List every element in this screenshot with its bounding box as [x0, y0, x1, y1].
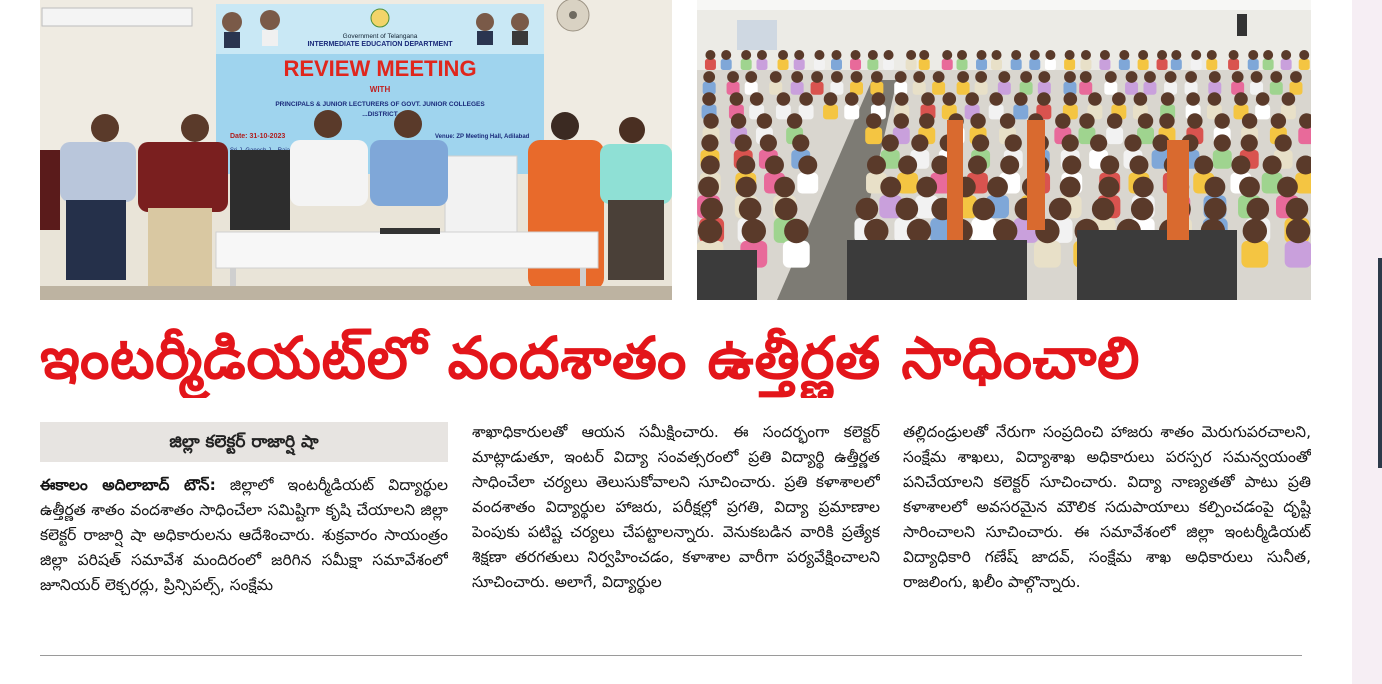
- banner-with: WITH: [369, 85, 391, 94]
- banner-venue: Venue: ZP Meeting Hall, Adilabad: [435, 134, 530, 140]
- banner-title: REVIEW MEETING: [283, 56, 477, 81]
- article-column-3: తల్లిదండ్రులతో నేరుగా సంప్రదించి హాజరు శాతం మెరుగుపరచాలని, సంక్షేమ శాఖలు, విద్యాశాఖ అధికారులు పరస్పర సమన్వయంతో పనిచేయాలని కలెక్టర్ సూచించారు. విద్యా నాణ్యతతో పాటు ప్రతి కళాశాలలో అవసరమైన మౌలిక సదుపాయాలు కల్పించడంపై దృష్టి సారించాలని సూచించారు. ఈ సమావేశంలో జిల్లా ఇంటర్మీడియట్ విద్యాధికారి గణేష్ జాదవ్, సంక్షేమ శాఖ అధికారులు సునీత, రాజలింగు, ఖలీం పాల్గొన్నారు.: [903, 423, 1311, 591]
- article-column-2: శాఖాధికారులతో ఆయన సమీక్షించారు. ఈ సందర్భంగా కలెక్టర్ మాట్లాడుతూ, ఇంటర్ విద్యా సంవత్సరంలో ప్రతి విద్యార్థి ఉత్తీర్ణత సాధించేలా చర్యలు తెలుసుకోవాలని సూచించారు. ప్రతి కళాశాలలో వందశాతం విద్యార్థుల హాజరు, పరీక్షల్లో ప్రగతి, విద్యా ప్రమాణాల పెంపుకు పటిష్ట చర్యలు చేపట్టాలన్నారు. వెనుకబడిన వారికి ప్రత్యేక శిక్షణా తరగతులు నిర్వహించడం, కళాశాల వారీగా పర్యవేక్షించాలని సూచించారు. అలాగే, విద్యార్థుల: [472, 423, 880, 591]
- article-dateline: ఈకాలం అదిలాబాద్ టౌన్:: [40, 476, 216, 494]
- photo-review-meeting-dais: [40, 0, 672, 300]
- photo-audience-hall: [697, 0, 1311, 300]
- article-byline: జిల్లా కలెక్టర్ రాజార్షి షా: [40, 422, 448, 462]
- bottom-divider: [40, 655, 1302, 656]
- adjacent-photo-edge: [1378, 258, 1382, 468]
- article-column-1: [40, 473, 448, 643]
- banner-line-principals: PRINCIPALS & JUNIOR LECTURERS OF GOVT. JUNIOR COLLEGES: [275, 101, 485, 108]
- banner-line-government: Government of Telangana: [342, 33, 418, 40]
- adjacent-page-strip: [1352, 0, 1382, 684]
- banner-line-department: INTERMEDIATE EDUCATION DEPARTMENT: [307, 41, 453, 48]
- banner-date: Date: 31-10-2023: [230, 133, 286, 140]
- banner-line-district: ...DISTRICT: [362, 111, 398, 118]
- article-column-1-text: జిల్లాలో ఇంటర్మీడియట్ విద్యార్థుల ఉత్తీర్ణత శాతం వందశాతం సాధించేలా సమిష్టిగా కృషి చేయాలని జిల్లా కలెక్టర్ రాజార్షి షా అధికారులను ఆదేశించారు. శుక్రవారం సాయంత్రం జిల్లా పరిషత్ సమావేశ మందిరంలో జరిగిన సమీక్షా సమావేశంలో జూనియర్ లెక్చరర్లు, ప్రిన్సిపల్స్, సంక్షేమ: [40, 476, 448, 594]
- article-headline: ఇంటర్మీడియట్‌లో వందశాతం ఉత్తీర్ణత సాధించాలి: [40, 324, 1141, 392]
